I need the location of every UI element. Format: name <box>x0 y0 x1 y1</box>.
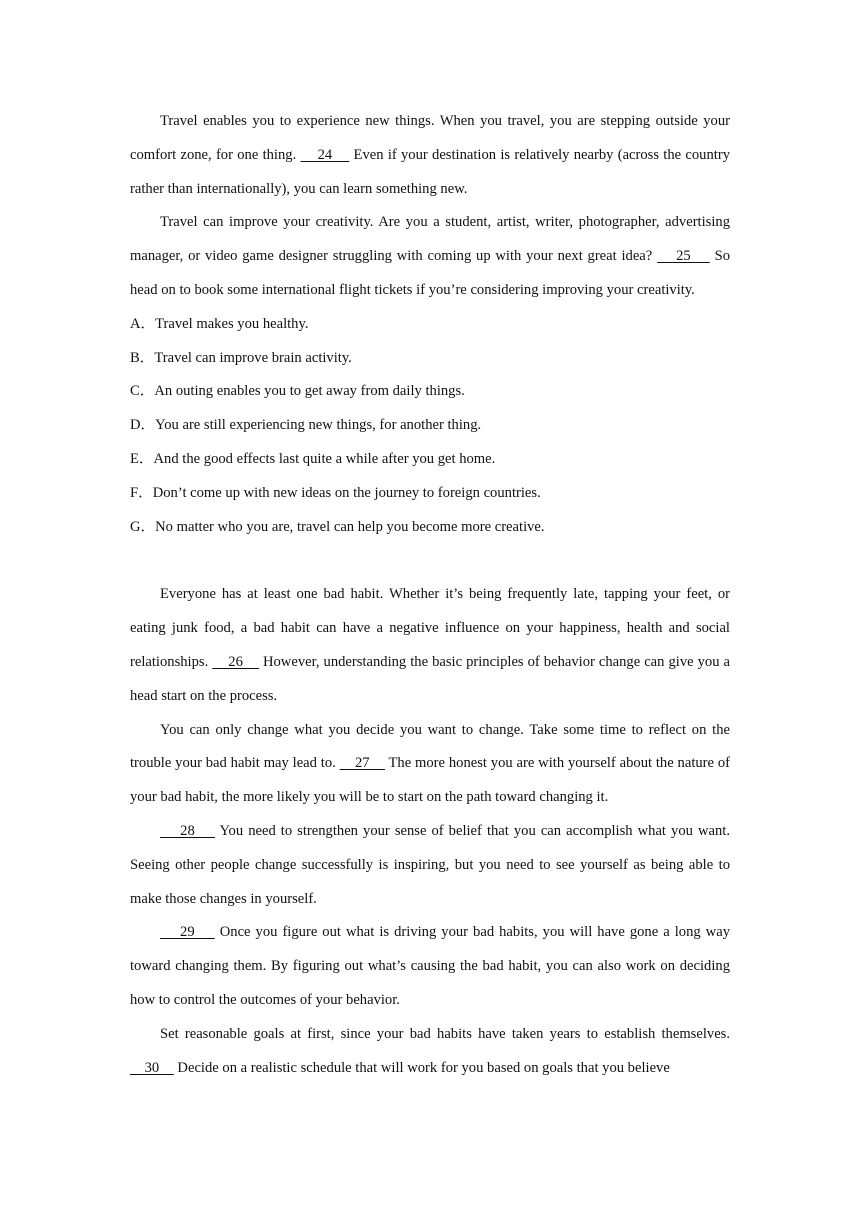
option-text: And the good effects last quite a while after you get home. <box>153 450 496 467</box>
option-text: Travel can improve brain activity. <box>154 349 352 366</box>
blank-24: 24 <box>300 146 350 163</box>
option-label: D． <box>130 417 156 434</box>
option-text: An outing enables you to get away from daily things. <box>154 383 465 400</box>
option-text: You are still experiencing new things, for another thing. <box>155 417 482 434</box>
options-list <box>130 308 730 545</box>
paragraph-text: The more honest you are with yourself about the nature of your bad habit, the more likely you will be to start on the path toward changing it. <box>130 755 731 806</box>
paragraph-text: Everyone has at least one bad habit. Whether it’s being frequently late, tapping your feet, or eating junk food, a bad habit can have a negative influence on your happiness, health and social relationships. <box>130 586 730 670</box>
paragraph <box>130 714 730 815</box>
blank-29: 29 <box>160 924 215 941</box>
option-b <box>130 342 730 376</box>
option-label: A． <box>130 315 156 332</box>
paragraph-text: Once you figure out what is driving your bad habits, you will have gone a long way toward changing them. By figuring out what’s causing the bad habit, you can also work on deciding how to control the outcomes of your behavior. <box>130 924 730 1008</box>
paragraph-text: Even if your destination is relatively nearby (across the country rather than internationally), you can learn something new. <box>130 146 730 197</box>
option-label: E． <box>130 450 154 467</box>
paragraph-text: Travel enables you to experience new things. When you travel, you are stepping outside your comfort zone, for one thing. <box>130 113 730 163</box>
blank-27: 27 <box>339 755 385 772</box>
option-c <box>130 375 730 409</box>
paragraph-text: So head on to book some international flight tickets if you’re considering improving your creativity. <box>130 248 730 298</box>
paragraph-text: Decide on a realistic schedule that will work for you based on goals that you believe <box>173 1059 670 1076</box>
paragraph <box>130 206 730 307</box>
paragraph-text: Set reasonable goals at first, since your bad habits have taken years to establish themselves. <box>160 1025 730 1042</box>
blank-26: 26 <box>212 653 259 670</box>
option-e <box>130 443 730 477</box>
paragraph-text: You need to strengthen your sense of belief that you can accomplish what you want. Seeing other people change successfully is inspiring, but you need to see yourself as being able to make those changes in yourself. <box>130 822 730 907</box>
option-d <box>130 409 730 443</box>
option-f <box>130 477 730 511</box>
option-text: Travel makes you healthy. <box>155 315 309 332</box>
paragraph <box>130 916 730 1017</box>
option-text: No matter who you are, travel can help you become more creative. <box>155 518 545 535</box>
option-a <box>130 308 730 342</box>
paragraph-text: You can only change what you decide you want to change. Take some time to reflect on the trouble your bad habit may lead to. <box>130 721 730 772</box>
blank-25: 25 <box>657 248 710 265</box>
option-label: F． <box>130 484 153 501</box>
paragraph <box>130 1018 730 1086</box>
paragraph <box>130 578 730 713</box>
option-text: Don’t come up with new ideas on the journey to foreign countries. <box>152 484 541 501</box>
paragraph-text: Travel can improve your creativity. Are you a student, artist, writer, photographer, advertising manager, or video game designer struggling with coming up with your next great idea? <box>130 214 730 265</box>
blank-30: 30 <box>130 1059 174 1076</box>
paragraph <box>130 105 730 206</box>
option-label: B． <box>130 349 155 366</box>
section-gap <box>130 544 730 578</box>
option-g <box>130 511 730 545</box>
document-body <box>130 105 730 1085</box>
paragraph-text: However, understanding the basic principles of behavior change can give you a head start on the process. <box>130 653 730 704</box>
option-label: C． <box>130 383 155 400</box>
option-label: G． <box>130 518 156 535</box>
blank-28: 28 <box>160 822 215 839</box>
paragraph <box>130 815 730 916</box>
